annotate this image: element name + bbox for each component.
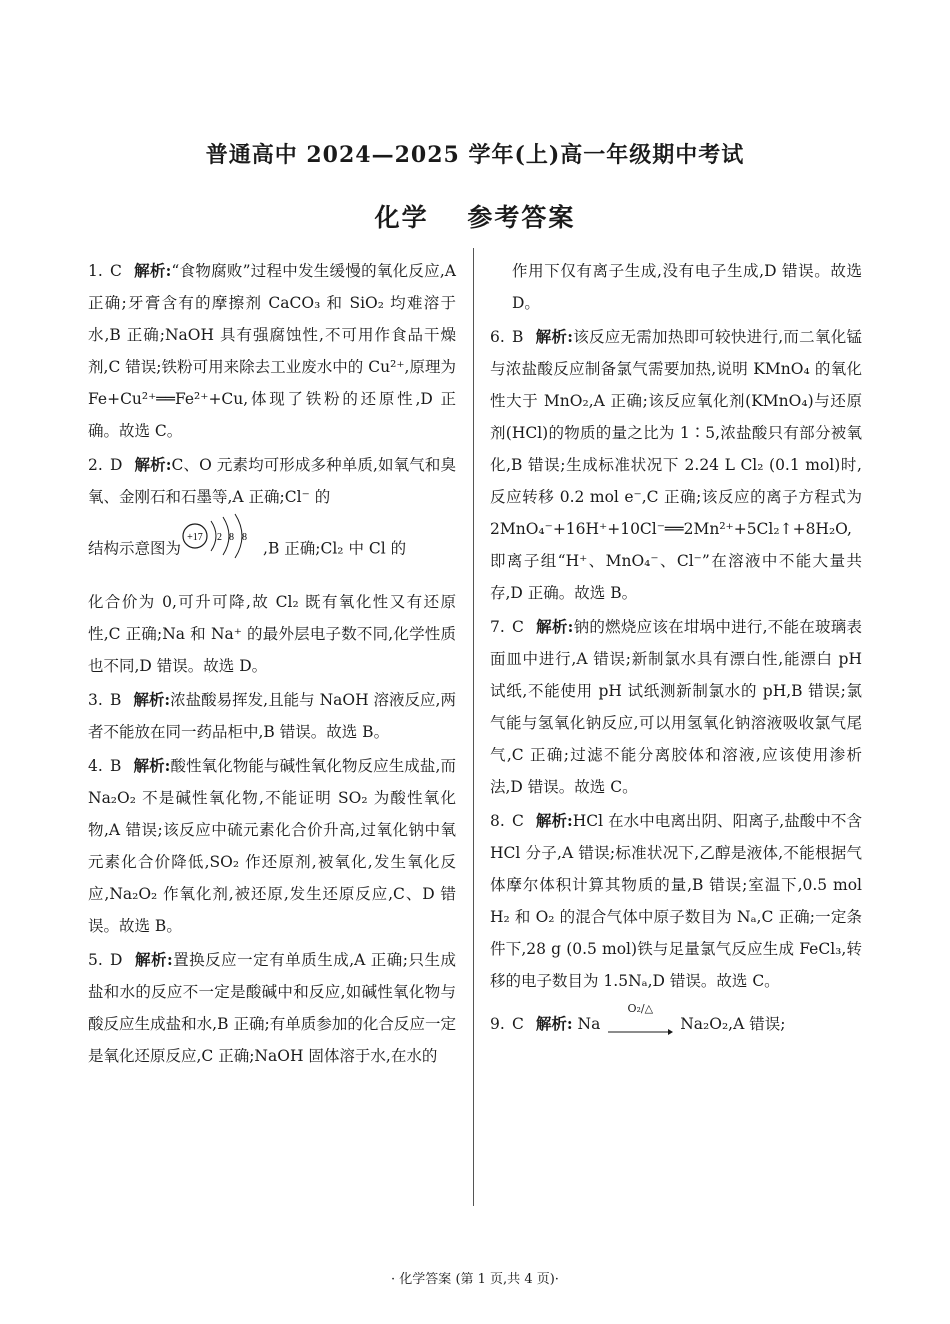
page-footer: · 化学答案 (第 1 页,共 4 页)· bbox=[391, 1272, 559, 1287]
subject-label: 化学 bbox=[374, 203, 429, 232]
q9-text-post: Na₂O₂,A 错误; bbox=[680, 1015, 786, 1033]
q4-text: 酸性氧化物能与碱性氧化物反应生成盐,而 Na₂O₂ 不是碱性氧化物,不能证明 SO₂ 为酸性氧化物,A 错误;该反应中硫元素化合价升高,过氧化钠中氧元素化合价降低,SO₂ 作还原剂,被氧化,发生氧化反应,Na₂O₂ 作氧化剂,被还原,发生还原反应,C、D 错误。故选 B。 bbox=[88, 757, 456, 935]
arrow-label: O₂/△ bbox=[627, 1002, 654, 1015]
q1-text: “食物腐败”过程中发生缓慢的氧化反应,A 正确;牙膏含有的摩擦剂 CaCO₃ 和 SiO₂ 均难溶于水,B 正确;NaOH 具有强腐蚀性,不可用作食品干燥剂,C 错误;铁粉可用来除去工业废水中的 Cu²⁺,原理为 Fe+Cu²⁺══Fe²⁺+Cu,体现了铁粉的还原性,D 正确。故选 C。 bbox=[88, 262, 456, 440]
question-3: 3. B 解析:浓盐酸易挥发,且能与 NaOH 溶液反应,两者不能放在同一药品柜中,B 错误。故选 B。 bbox=[88, 690, 456, 741]
question-5-continued: 作用下仅有离子生成,没有电子生成,D 错误。故选 D。 bbox=[512, 262, 862, 312]
page-title: 普通高中 2024—2025 学年(上)高一年级期中考试 bbox=[205, 142, 745, 168]
question-8: 8. C 解析:HCl 在水中电离出阴、阳离子,盐酸中不含 HCl 分子,A 错误;标准状况下,乙醇是液体,不能根据气体摩尔体积计算其物质的量,B 错误;室温下,0.5 mol H₂ 和 O₂ 的混合气体中原子数目为 Nₐ,C 正确;一定条件下,28 g (0.5 mol)铁与足量氯气反应生成 FeCl₃,转移的电子数目为 1.5Nₐ,D 错误。故选 C。 bbox=[490, 811, 862, 990]
q2-text-b-pre: 结构示意图为 bbox=[88, 539, 182, 558]
q8-text: HCl 在水中电离出阴、阳离子,盐酸中不含 HCl 分子,A 错误;标准状况下,乙醇是液体,不能根据气体摩尔体积计算其物质的量,B 错误;室温下,0.5 mol H₂ 和 O₂ 的混合气体中原子数目为 Nₐ,C 正确;一定条件下,28 g (0.5 mol)铁与足量氯气反应生成 FeCl₃,转移的电子数目为 1.5Nₐ,D 错误。故选 C。 bbox=[490, 812, 862, 990]
q5-text: 置换反应一定有单质生成,A 正确;只生成盐和水的反应不一定是酸碱中和反应,如碱性氧化物与酸反应生成盐和水,B 正确;有单质参加的化合反应一定是氧化还原反应,C 正确;NaOH 固体溶于水,在水的 bbox=[88, 951, 456, 1065]
chloride-ion-diagram bbox=[181, 513, 263, 559]
q3-text: 浓盐酸易挥发,且能与 NaOH 溶液反应,两者不能放在同一药品柜中,B 错误。故选 B。 bbox=[88, 691, 456, 741]
q9-text-pre: Na bbox=[577, 1015, 601, 1033]
question-7: 7. C 解析:钠的燃烧应该在坩埚中进行,不能在玻璃表面皿中进行,A 错误;新制氯水具有漂白性,能漂白 pH 试纸,不能使用 pH 试纸测新制氯水的 pH,B 错误;氯气能与氢氧化钠反应,可以用氢氧化钠溶液吸收氯气尾气,C 正确;过滤不能分离胶体和溶液,应该使用渗析法,D 错误。故选 C。 bbox=[490, 617, 862, 796]
svg-text:8: 8 bbox=[229, 532, 235, 543]
question-2: 2. D 解析:C、O 元素均可形成多种单质,如氧气和臭氧、金刚石和石墨等,A 正确;Cl⁻ 的 结构示意图为 +17 2 8 8 ,B 正确;Cl₂ 中 Cl 的 化合价为 0,可升可降,故 Cl₂ 既有氧化性又有还原性,C 正确;Na 和 Na⁺ 的最外层电子数不同,化学性质也不同,D 错误。故选 D。 bbox=[88, 455, 456, 675]
q6-text: 该反应无需加热即可较快进行,而二氧化锰与浓盐酸反应制备氯气需要加热,说明 KMnO₄ 的氧化性大于 MnO₂,A 正确;该反应氧化剂(KMnO₄)与还原剂(HCl)的物质的量之比为 1∶5,浓盐酸只有部分被氧化,B 错误;生成标准状况下 2.24 L Cl₂ (0.1 mol)时,反应转移 0.2 mol e⁻,C 正确;该反应的离子方程式为 2MnO₄⁻+16H⁺+10Cl⁻══2Mn²⁺+5Cl₂↑+8H₂O,即离子组“H⁺、MnO₄⁻、Cl⁻”在溶液中不能大量共存,D 正确。故选 B。 bbox=[490, 328, 862, 602]
q7-text: 钠的燃烧应该在坩埚中进行,不能在玻璃表面皿中进行,A 错误;新制氯水具有漂白性,能漂白 pH 试纸,不能使用 pH 试纸测新制氯水的 pH,B 错误;氯气能与氢氧化钠反应,可以用氢氧化钠溶液吸收氯气尾气,C 正确;过滤不能分离胶体和溶液,应该使用渗析法,D 错误。故选 C。 bbox=[490, 618, 862, 796]
answer-key-label: 参考答案 bbox=[467, 203, 576, 232]
atom-structure-diagram bbox=[181, 513, 263, 586]
right-column bbox=[490, 255, 862, 1049]
left-column bbox=[88, 255, 456, 1074]
svg-text:2: 2 bbox=[217, 532, 223, 543]
question-6: 6. B 解析:该反应无需加热即可较快进行,而二氧化锰与浓盐酸反应制备氯气需要加热,说明 KMnO₄ 的氧化性大于 MnO₂,A 正确;该反应氧化剂(KMnO₄)与还原剂(HCl)的物质的量之比为 1∶5,浓盐酸只有部分被氧化,B 错误;生成标准状况下 2.24 L Cl₂ (0.1 mol)时,反应转移 0.2 mol e⁻,C 正确;该反应的离子方程式为 2MnO₄⁻+16H⁺+10Cl⁻══2Mn²⁺+5Cl₂↑+8H₂O,即离子组“H⁺、MnO₄⁻、Cl⁻”在溶液中不能大量共存,D 正确。故选 B。 bbox=[490, 327, 862, 602]
q2-text-c: 化合价为 0,可升可降,故 Cl₂ 既有氧化性又有还原性,C 正确;Na 和 Na⁺ 的最外层电子数不同,化学性质也不同,D 错误。故选 D。 bbox=[88, 593, 456, 675]
column-divider bbox=[473, 248, 474, 1206]
nucleus-label: +17 bbox=[187, 532, 203, 543]
q2-text-b-post: ,B 正确;Cl₂ 中 Cl 的 bbox=[263, 539, 407, 558]
reaction-arrow bbox=[605, 1003, 675, 1047]
q2-text-a: C、O 元素均可形成多种单质,如氧气和臭氧、金刚石和石墨等,A 正确;Cl⁻ 的 bbox=[88, 456, 456, 506]
question-5: 5. D 解析:置换反应一定有单质生成,A 正确;只生成盐和水的反应不一定是酸碱中和反应,如碱性氧化物与酸反应生成盐和水,B 正确;有单质参加的化合反应一定是氧化还原反应,C 正确;NaOH 固体溶于水,在水的 bbox=[88, 950, 456, 1065]
arrow-icon bbox=[606, 1028, 674, 1036]
svg-text:8: 8 bbox=[242, 532, 248, 543]
page-subtitle bbox=[0, 198, 950, 234]
question-4: 4. B 解析:酸性氧化物能与碱性氧化物反应生成盐,而 Na₂O₂ 不是碱性氧化物,不能证明 SO₂ 为酸性氧化物,A 错误;该反应中硫元素化合价升高,过氧化钠中氧元素化合价降低,SO₂ 作还原剂,被氧化,发生氧化反应,Na₂O₂ 作氧化剂,被还原,发生还原反应,C、D 错误。故选 B。 bbox=[88, 756, 456, 935]
question-9: 9. C 解析: Na O₂/△ Na₂O₂,A 错误; bbox=[490, 1003, 862, 1047]
question-1: 1. C 解析:“食物腐败”过程中发生缓慢的氧化反应,A 正确;牙膏含有的摩擦剂 CaCO₃ 和 SiO₂ 均难溶于水,B 正确;NaOH 具有强腐蚀性,不可用作食品干燥剂,C 错误;铁粉可用来除去工业废水中的 Cu²⁺,原理为 Fe+Cu²⁺══Fe²⁺+Cu,体现了铁粉的还原性,D 正确。故选 C。 bbox=[88, 261, 456, 440]
